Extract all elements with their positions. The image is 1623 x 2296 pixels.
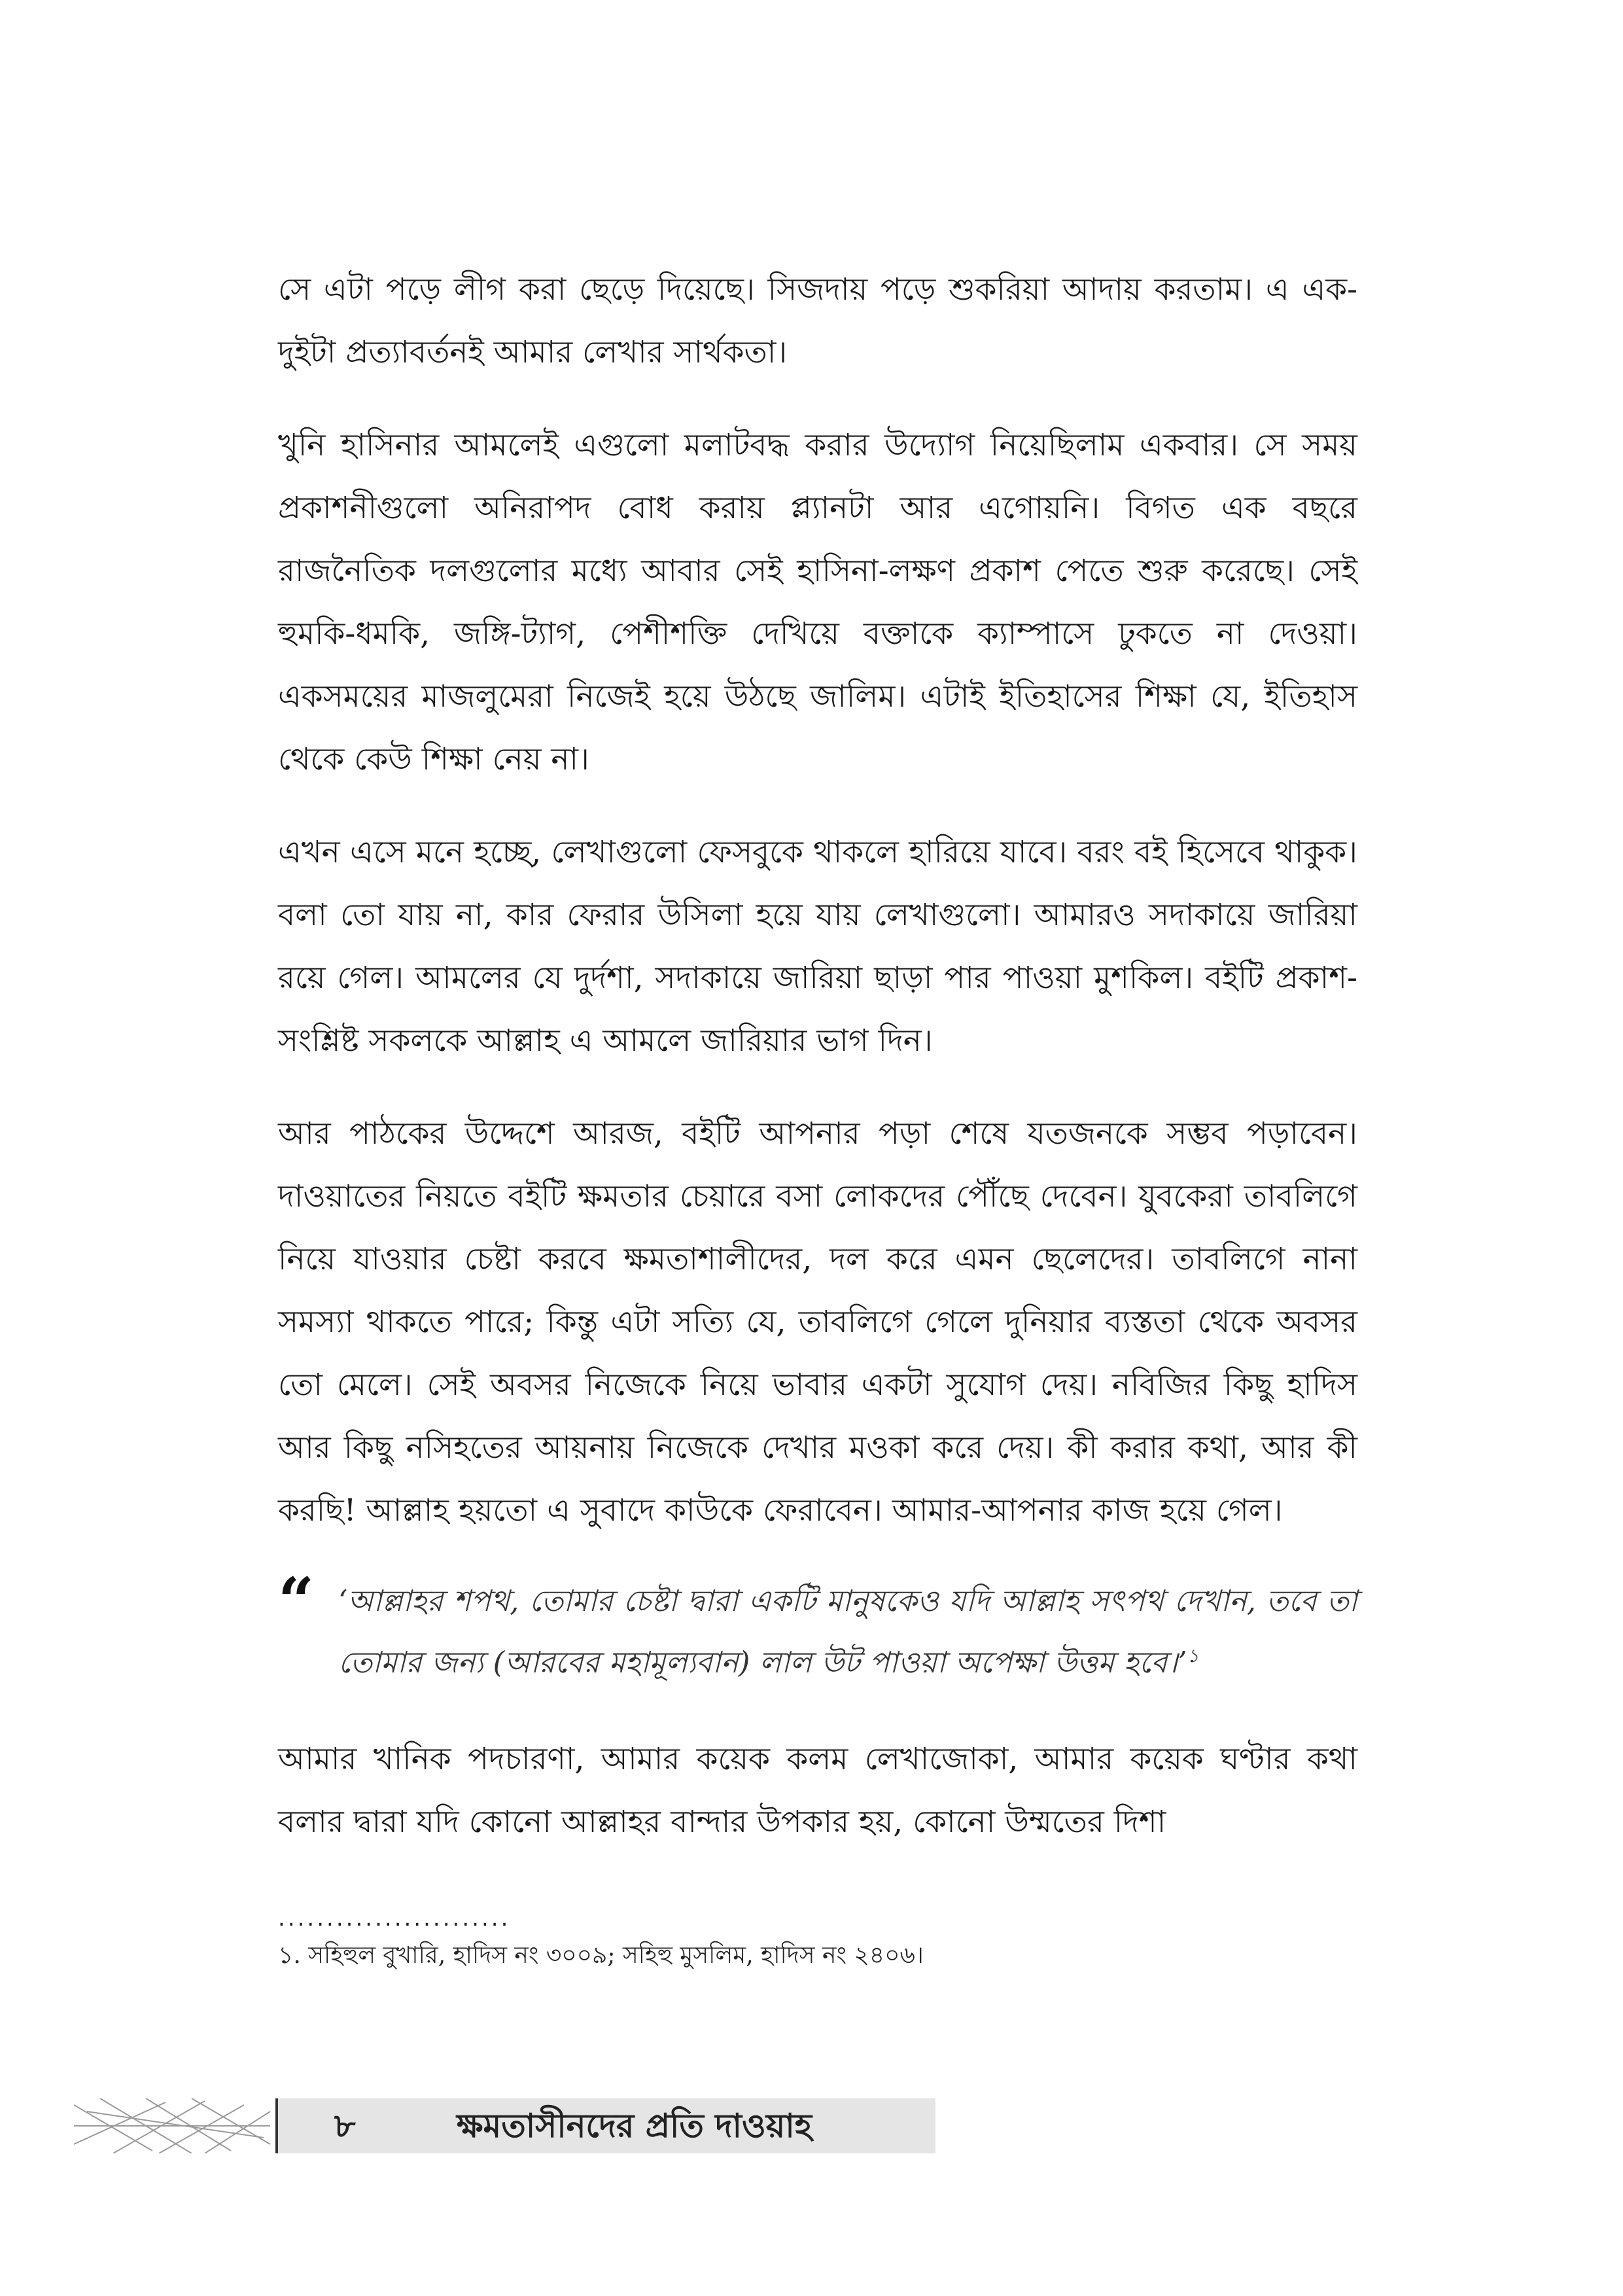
paragraph-1: সে এটা পড়ে লীগ করা ছেড়ে দিয়েছে। সিজদায় পড়ে শুকরিয়া আদায় করতাম। এ এক-দুইটা প্রত্যাবর্তনই আমার লেখার সার্থকতা।: [278, 272, 1357, 370]
page-body: [278, 258, 1357, 1884]
footnote-separator: ........................: [278, 1905, 511, 1932]
footnote-ref[interactable]: ১: [1187, 1645, 1199, 1667]
footnote: ১. সহিহুল বুখারি, হাদিস নং ৩০০৯; সহিহু মুসলিম, হাদিস নং ২৪০৬।: [278, 1942, 924, 1969]
hadith-quote: [278, 1564, 1357, 1690]
geometric-ornament-icon: [74, 2098, 283, 2153]
paragraph-3: এখন এসে মনে হচ্ছে, লেখাগুলো ফেসবুকে থাকলে হারিয়ে যাবে। বরং বই হিসেবে থাকুক। বলা তো যায় না, কার ফেরার উসিলা হয়ে যায় লেখাগুলো। আমারও সদাকায়ে জারিয়া রয়ে গেল। আমলের যে দুর্দশা, সদাকায়ে জারিয়া ছাড়া পার পাওয়া মুশকিল। বইটি প্রকাশ-সংশ্লিষ্ট সকলকে আল্লাহ এ আমলে জারিয়ার ভাগ দিন।: [278, 834, 1357, 1059]
quote-body: ‘আল্লাহর শপথ, তোমার চেষ্টা দ্বারা একটি মানুষকেও যদি আল্লাহ সৎপথ দেখান, তবে তা তোমার জন্য (আরবের মহামূল্যবান) লাল উট পাওয়া অপেক্ষা উত্তম হবে।’: [338, 1583, 1357, 1680]
quote-mark-icon: “: [278, 1564, 315, 1638]
paragraph-2: খুনি হাসিনার আমলেই এগুলো মলাটবদ্ধ করার উদ্যোগ নিয়েছিলাম একবার। সে সময় প্রকাশনীগুলো অনিরাপদ বোধ করায় প্ল্যানটা আর এগোয়নি। বিগত এক বছরে রাজনৈতিক দলগুলোর মধ্যে আবার সেই হাসিনা-লক্ষণ প্রকাশ পেতে শুরু করেছে। সেই হুমকি-ধমকি, জঙ্গি-ট্যাগ, পেশীশক্তি দেখিয়ে বক্তাকে ক্যাম্পাসে ঢুকতে না দেওয়া। একসময়ের মাজলুমেরা নিজেই হয়ে উঠছে জালিম। এটাই ইতিহাসের শিক্ষা যে, ইতিহাস থেকে কেউ শিক্ষা নেয় না।: [278, 427, 1357, 777]
quote-text: [338, 1574, 1357, 1690]
footer-divider: [275, 2098, 278, 2153]
page-footer: [74, 2098, 935, 2153]
paragraph-closing: আমার খানিক পদচারণা, আমার কয়েক কলম লেখাজোকা, আমার কয়েক ঘণ্টার কথা বলার দ্বারা যদি কোনো আল্লাহর বান্দার উপকার হয়, কোনো উম্মতের দিশা: [278, 1741, 1357, 1840]
book-title: ক্ষমতাসীনদের প্রতি দাওয়াহ: [457, 2106, 812, 2145]
page-number: ৮: [334, 2106, 356, 2145]
paragraph-4: আর পাঠকের উদ্দেশে আরজ, বইটি আপনার পড়া শেষে যতজনকে সম্ভব পড়াবেন। দাওয়াতের নিয়তে বইটি ক্ষমতার চেয়ারে বসা লোকদের পৌঁছে দেবেন। যুবকেরা তাবলিগে নিয়ে যাওয়ার চেষ্টা করবে ক্ষমতাশালীদের, দল করে এমন ছেলেদের। তাবলিগে নানা সমস্যা থাকতে পারে; কিন্তু এটা সত্যি যে, তাবলিগে গেলে দুনিয়ার ব্যস্ততা থেকে অবসর তো মেলে। সেই অবসর নিজেকে নিয়ে ভাবার একটা সুযোগ দেয়। নবিজির কিছু হাদিস আর কিছু নসিহতের আয়নায় নিজেকে দেখার মওকা করে দেয়। কী করার কথা, আর কী করছি! আল্লাহ হয়তো এ সুবাদে কাউকে ফেরাবেন। আমার-আপনার কাজ হয়ে গেল।: [278, 1116, 1357, 1528]
